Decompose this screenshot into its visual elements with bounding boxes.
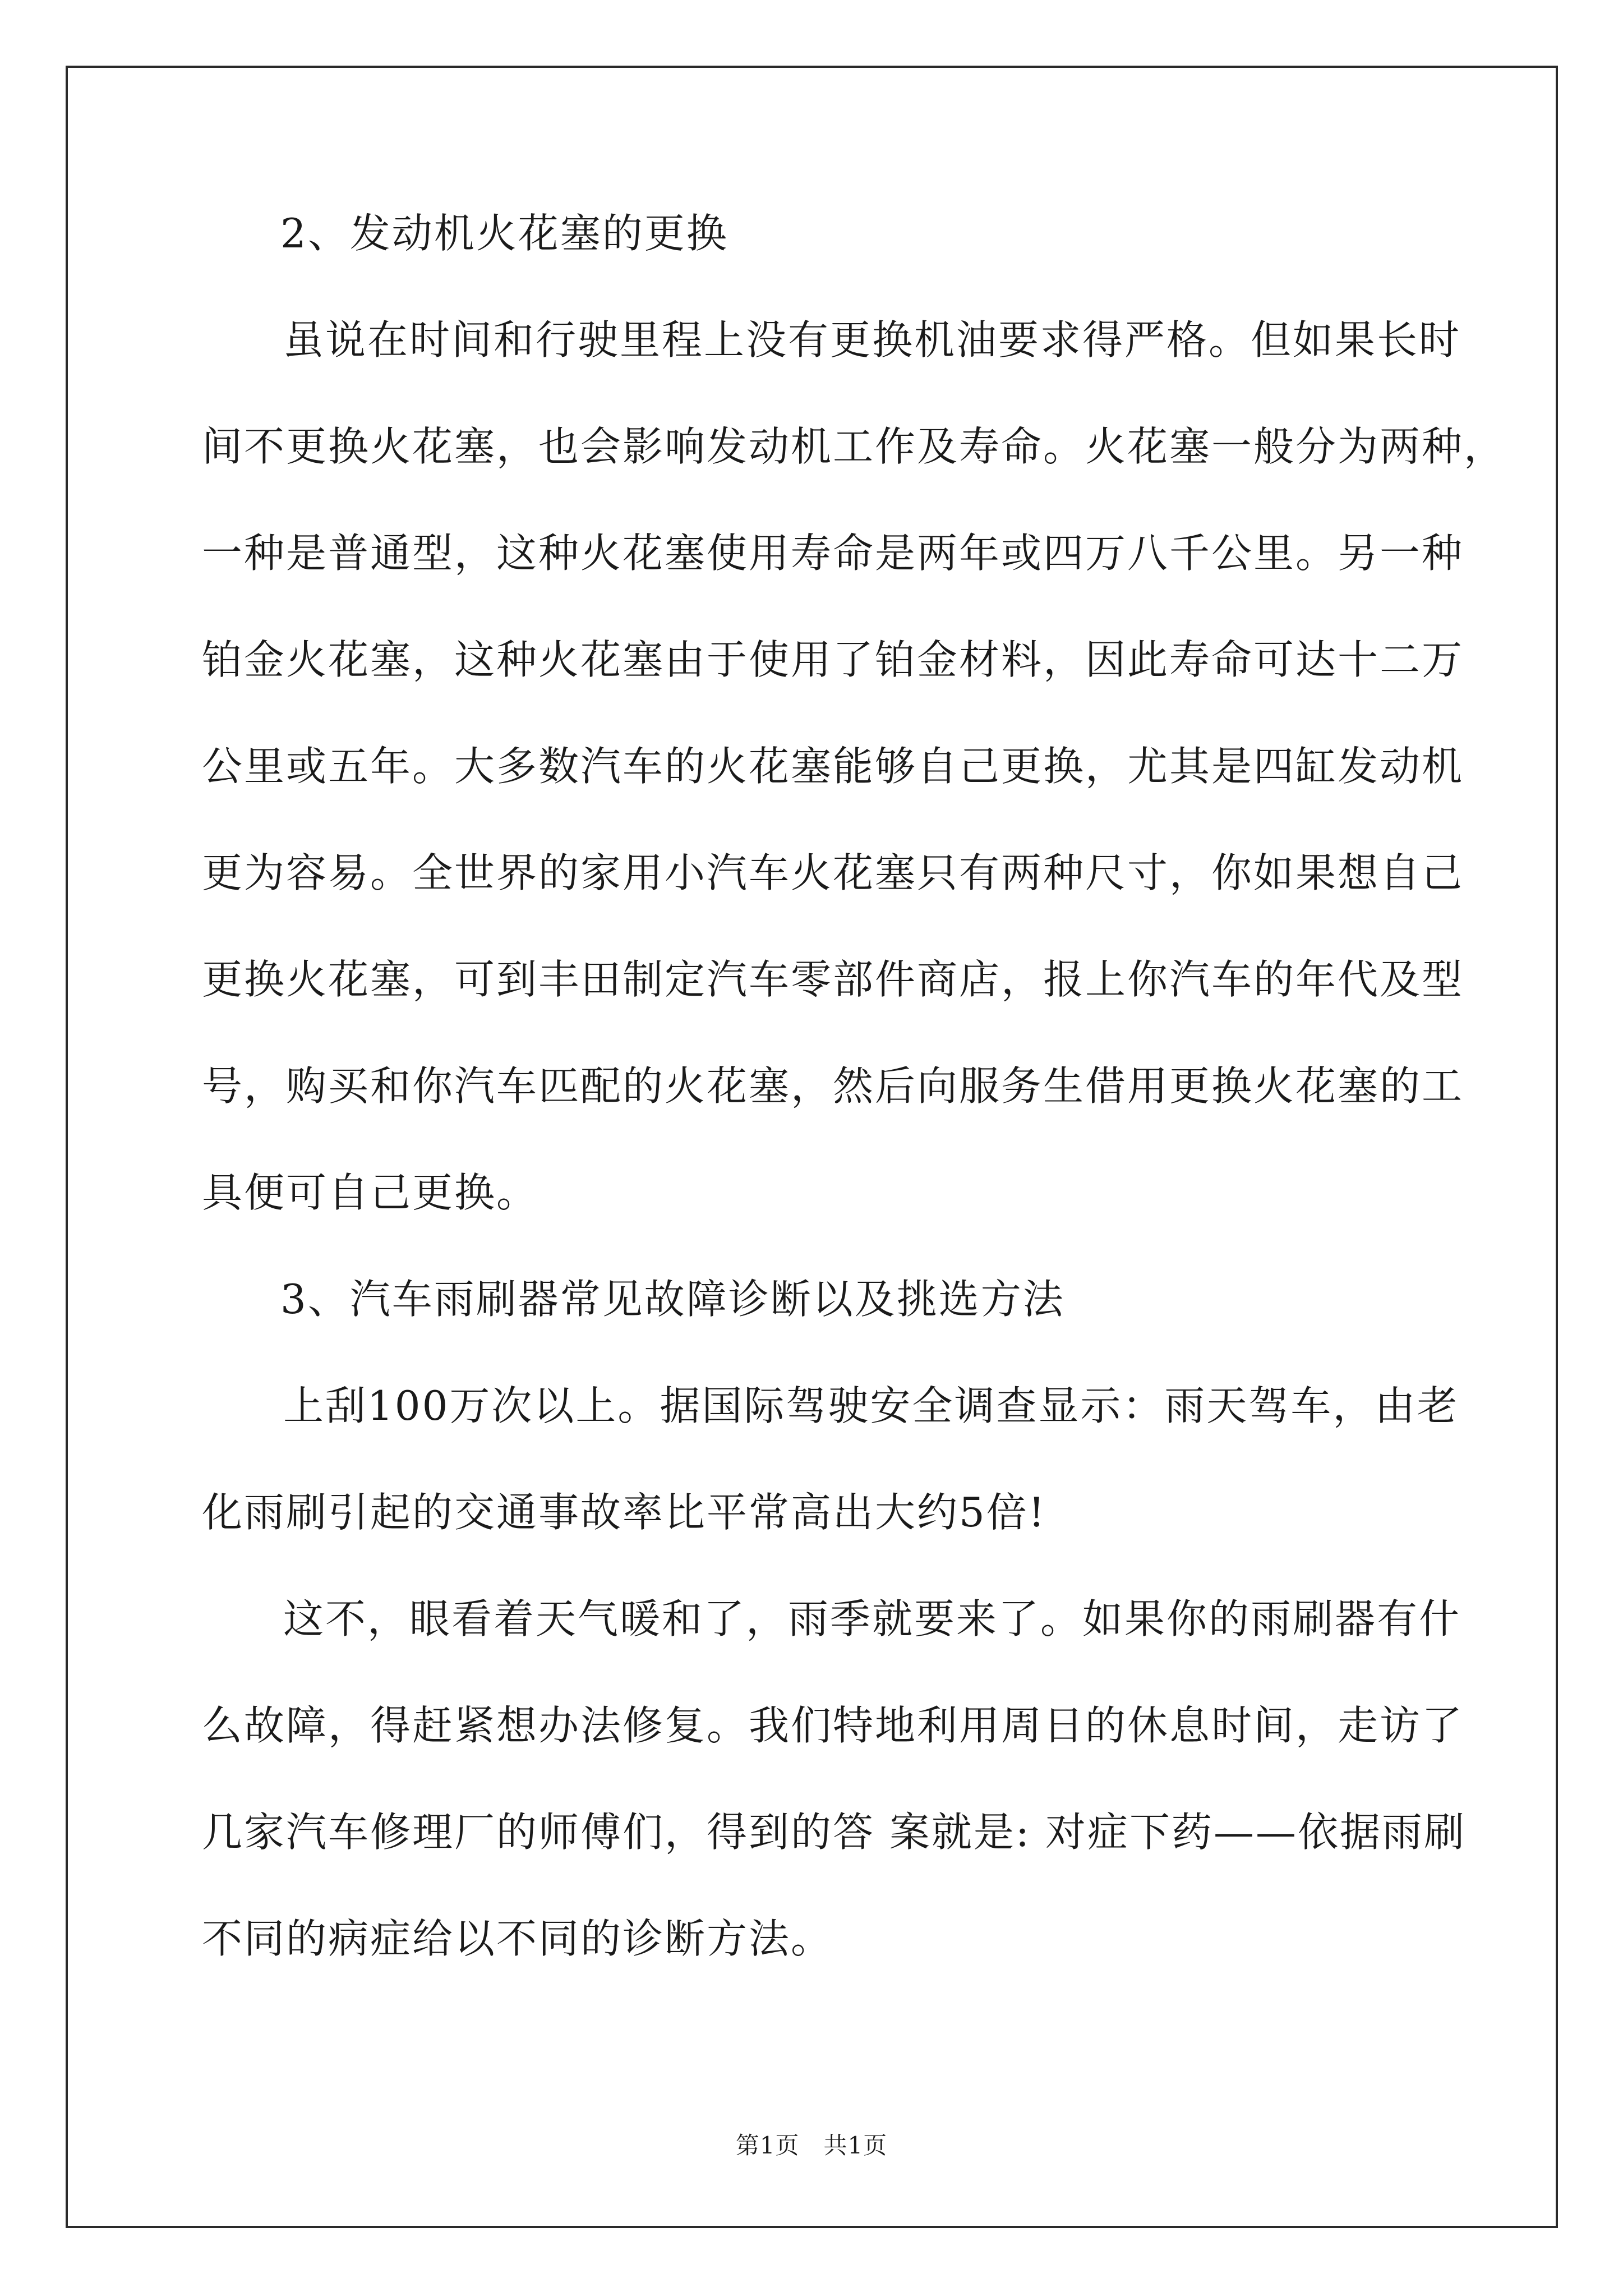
paragraph-line: 上刮100万次以上。据国际驾驶安全调查显示：雨天驾车，由老 xyxy=(283,1382,1459,1429)
paragraph-line: 具便可自己更换。 xyxy=(202,1169,539,1216)
section-heading: 2、发动机火花塞的更换 xyxy=(280,210,728,257)
paragraph-line: 虽说在时间和行驶里程上没有更换机油要求得严格。但如果长时 xyxy=(283,316,1461,364)
section-heading: 3、汽车雨刷器常见故障诊断以及挑选方法 xyxy=(280,1276,1065,1323)
paragraph-line: 更为容易。全世界的家用小汽车火花塞只有两种尺寸，你如果想自己 xyxy=(202,849,1464,896)
paragraph-line: 么故障，得赶紧想办法修复。我们特地利用周日的休息时间，走访了 xyxy=(202,1702,1464,1749)
paragraph-line: 化雨刷引起的交通事故率比平常高出大约5倍! xyxy=(202,1489,1046,1536)
paragraph-line: 间不更换火花塞，也会影响发动机工作及寿命。火花塞一般分为两种， xyxy=(202,423,1506,470)
paragraph-line: 号，购买和你汽车匹配的火花塞，然后向服务生借用更换火花塞的工 xyxy=(202,1062,1464,1110)
paragraph-line: 公里或五年。大多数汽车的火花塞能够自己更换，尤其是四缸发动机 xyxy=(202,743,1464,790)
paragraph-line: 一种是普通型，这种火花塞使用寿命是两年或四万八千公里。另一种 xyxy=(202,530,1464,577)
paragraph-line: 几家汽车修理厂的师傅们，得到的答 案就是: 对症下药——依据雨刷 xyxy=(202,1809,1467,1856)
paragraph-line: 更换火花塞，可到丰田制定汽车零部件商店，报上你汽车的年代及型 xyxy=(202,956,1464,1003)
page-footer xyxy=(0,2134,1623,2157)
paragraph-line: 铂金火花塞，这种火花塞由于使用了铂金材料，因此寿命可达十二万 xyxy=(202,636,1464,683)
document-body xyxy=(202,210,1506,2025)
paragraph-line: 不同的病症给以不同的诊断方法。 xyxy=(202,1915,833,1962)
paragraph-line: 这不，眼看着天气暖和了，雨季就要来了。如果你的雨刷器有什 xyxy=(283,1595,1461,1642)
page-number: 第1页 共1页 xyxy=(735,2132,888,2159)
